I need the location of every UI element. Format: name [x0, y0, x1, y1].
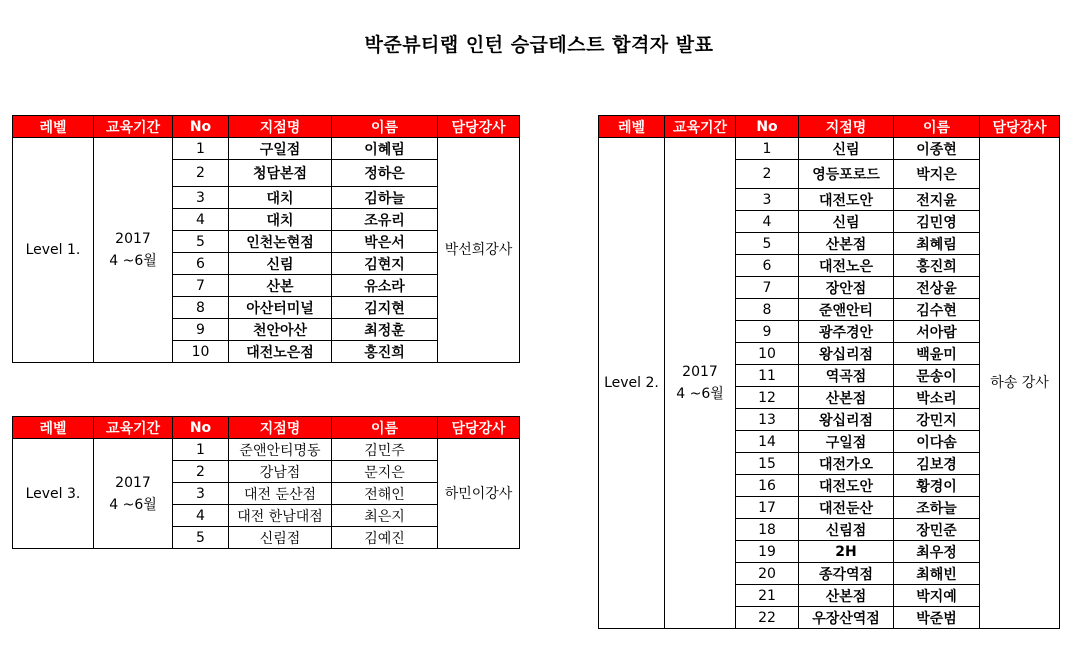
name-cell: 최우정 — [894, 541, 980, 563]
instructor-cell: 하송 강사 — [980, 138, 1060, 629]
no-cell: 8 — [736, 299, 799, 321]
header-instructor: 담당강사 — [438, 417, 520, 439]
branch-cell: 산본점 — [799, 585, 894, 607]
no-cell: 3 — [173, 187, 229, 209]
period-cell — [94, 439, 173, 549]
branch-cell: 구일점 — [799, 431, 894, 453]
level-cell: Level 3. — [13, 439, 94, 549]
no-cell: 1 — [173, 138, 229, 160]
branch-cell: 산본 — [229, 275, 332, 297]
name-cell: 김민주 — [332, 439, 438, 461]
level-cell: Level 1. — [13, 138, 94, 363]
name-cell: 박은서 — [332, 231, 438, 253]
period-months: 4 ~6월 — [676, 386, 724, 402]
level2-table — [598, 115, 1060, 629]
no-cell: 9 — [736, 321, 799, 343]
name-cell: 강민지 — [894, 409, 980, 431]
name-cell: 홍진희 — [894, 255, 980, 277]
name-cell: 전지윤 — [894, 189, 980, 211]
header-level: 레벨 — [13, 417, 94, 439]
no-cell: 1 — [173, 439, 229, 461]
no-cell: 5 — [173, 527, 229, 549]
name-cell: 유소라 — [332, 275, 438, 297]
no-cell: 19 — [736, 541, 799, 563]
branch-cell: 강남점 — [229, 461, 332, 483]
header-level: 레벨 — [13, 116, 94, 138]
branch-cell: 산본점 — [799, 387, 894, 409]
name-cell: 김지현 — [332, 297, 438, 319]
header-level: 레벨 — [599, 116, 665, 138]
period-months: 4 ~6월 — [109, 496, 157, 513]
branch-cell: 종각역점 — [799, 563, 894, 585]
no-cell: 5 — [173, 231, 229, 253]
branch-cell: 왕십리점 — [799, 343, 894, 365]
header-branch: 지점명 — [229, 417, 332, 439]
branch-cell: 산본점 — [799, 233, 894, 255]
level-cell: Level 2. — [599, 138, 665, 629]
branch-cell: 왕십리점 — [799, 409, 894, 431]
no-cell: 15 — [736, 453, 799, 475]
no-cell: 10 — [173, 341, 229, 363]
no-cell: 14 — [736, 431, 799, 453]
period-cell — [665, 138, 736, 629]
name-cell: 박소리 — [894, 387, 980, 409]
no-cell: 4 — [173, 505, 229, 527]
branch-cell: 대치 — [229, 187, 332, 209]
no-cell: 3 — [173, 483, 229, 505]
table-header-row — [599, 116, 1060, 138]
instructor-cell: 하민이강사 — [438, 439, 520, 549]
branch-cell: 청담본점 — [229, 160, 332, 187]
name-cell: 황경이 — [894, 475, 980, 497]
branch-cell: 준앤안티 — [799, 299, 894, 321]
branch-cell: 대전도안 — [799, 475, 894, 497]
name-cell: 김민영 — [894, 211, 980, 233]
period-year: 2017 — [682, 364, 718, 380]
header-period: 교육기간 — [94, 116, 173, 138]
no-cell: 6 — [173, 253, 229, 275]
branch-cell: 신림 — [799, 138, 894, 160]
no-cell: 8 — [173, 297, 229, 319]
name-cell: 박지은 — [894, 160, 980, 189]
no-cell: 22 — [736, 607, 799, 629]
header-instructor: 담당강사 — [438, 116, 520, 138]
no-cell: 12 — [736, 387, 799, 409]
name-cell: 홍진희 — [332, 341, 438, 363]
header-branch: 지점명 — [229, 116, 332, 138]
no-cell: 7 — [736, 277, 799, 299]
name-cell: 서아람 — [894, 321, 980, 343]
name-cell: 최혜림 — [894, 233, 980, 255]
page-title: 박준뷰티랩 인턴 승급테스트 합격자 발표 — [364, 34, 714, 56]
period-months: 4 ~6월 — [109, 253, 157, 269]
header-no: No — [173, 116, 229, 138]
level3-table — [12, 416, 520, 549]
no-cell: 9 — [173, 319, 229, 341]
branch-cell: 대전도안 — [799, 189, 894, 211]
branch-cell: 대전 한남대점 — [229, 505, 332, 527]
branch-cell: 신림 — [229, 253, 332, 275]
name-cell: 김현지 — [332, 253, 438, 275]
no-cell: 20 — [736, 563, 799, 585]
no-cell: 11 — [736, 365, 799, 387]
no-cell: 17 — [736, 497, 799, 519]
name-cell: 전해인 — [332, 483, 438, 505]
no-cell: 18 — [736, 519, 799, 541]
branch-cell: 광주경안 — [799, 321, 894, 343]
name-cell: 박준범 — [894, 607, 980, 629]
instructor-cell: 박선희강사 — [438, 138, 520, 363]
branch-cell: 우장산역점 — [799, 607, 894, 629]
header-no: No — [173, 417, 229, 439]
name-cell: 최은지 — [332, 505, 438, 527]
branch-cell: 신림점 — [229, 527, 332, 549]
table-header-row — [13, 417, 520, 439]
branch-cell: 영등포로드 — [799, 160, 894, 189]
no-cell: 7 — [173, 275, 229, 297]
name-cell: 김수현 — [894, 299, 980, 321]
name-cell: 이종현 — [894, 138, 980, 160]
table-row — [13, 138, 520, 160]
name-cell: 이다솜 — [894, 431, 980, 453]
branch-cell: 신림 — [799, 211, 894, 233]
branch-cell: 인천논현점 — [229, 231, 332, 253]
branch-cell: 대전 둔산점 — [229, 483, 332, 505]
table-header-row — [13, 116, 520, 138]
no-cell: 1 — [736, 138, 799, 160]
branch-cell: 천안아산 — [229, 319, 332, 341]
name-cell: 최정훈 — [332, 319, 438, 341]
header-name: 이름 — [894, 116, 980, 138]
branch-cell: 준앤안티명동 — [229, 439, 332, 461]
name-cell: 문송이 — [894, 365, 980, 387]
no-cell: 5 — [736, 233, 799, 255]
name-cell: 최해빈 — [894, 563, 980, 585]
name-cell: 박지예 — [894, 585, 980, 607]
name-cell: 정하은 — [332, 160, 438, 187]
no-cell: 6 — [736, 255, 799, 277]
no-cell: 2 — [736, 160, 799, 189]
name-cell: 문지은 — [332, 461, 438, 483]
name-cell: 장민준 — [894, 519, 980, 541]
name-cell: 김하늘 — [332, 187, 438, 209]
no-cell: 4 — [736, 211, 799, 233]
no-cell: 13 — [736, 409, 799, 431]
header-name: 이름 — [332, 116, 438, 138]
no-cell: 4 — [173, 209, 229, 231]
no-cell: 21 — [736, 585, 799, 607]
branch-cell: 아산터미널 — [229, 297, 332, 319]
name-cell: 이혜림 — [332, 138, 438, 160]
table-row — [599, 138, 1060, 160]
no-cell: 10 — [736, 343, 799, 365]
name-cell: 조하늘 — [894, 497, 980, 519]
header-period: 교육기간 — [94, 417, 173, 439]
header-no: No — [736, 116, 799, 138]
no-cell: 2 — [173, 160, 229, 187]
table-row — [13, 439, 520, 461]
period-cell — [94, 138, 173, 363]
branch-cell: 구일점 — [229, 138, 332, 160]
no-cell: 3 — [736, 189, 799, 211]
header-branch: 지점명 — [799, 116, 894, 138]
header-period: 교육기간 — [665, 116, 736, 138]
branch-cell: 역곡점 — [799, 365, 894, 387]
period-year: 2017 — [115, 474, 151, 491]
branch-cell: 대전노은 — [799, 255, 894, 277]
branch-cell: 신림점 — [799, 519, 894, 541]
no-cell: 2 — [173, 461, 229, 483]
name-cell: 김예진 — [332, 527, 438, 549]
name-cell: 백윤미 — [894, 343, 980, 365]
level1-table — [12, 115, 520, 363]
branch-cell: 장안점 — [799, 277, 894, 299]
name-cell: 조유리 — [332, 209, 438, 231]
branch-cell: 대전노은점 — [229, 341, 332, 363]
branch-cell: 대전둔산 — [799, 497, 894, 519]
branch-cell: 2H — [799, 541, 894, 563]
name-cell: 김보경 — [894, 453, 980, 475]
branch-cell: 대전가오 — [799, 453, 894, 475]
no-cell: 16 — [736, 475, 799, 497]
branch-cell: 대치 — [229, 209, 332, 231]
period-year: 2017 — [115, 231, 151, 247]
header-instructor: 담당강사 — [980, 116, 1060, 138]
header-name: 이름 — [332, 417, 438, 439]
name-cell: 전상윤 — [894, 277, 980, 299]
